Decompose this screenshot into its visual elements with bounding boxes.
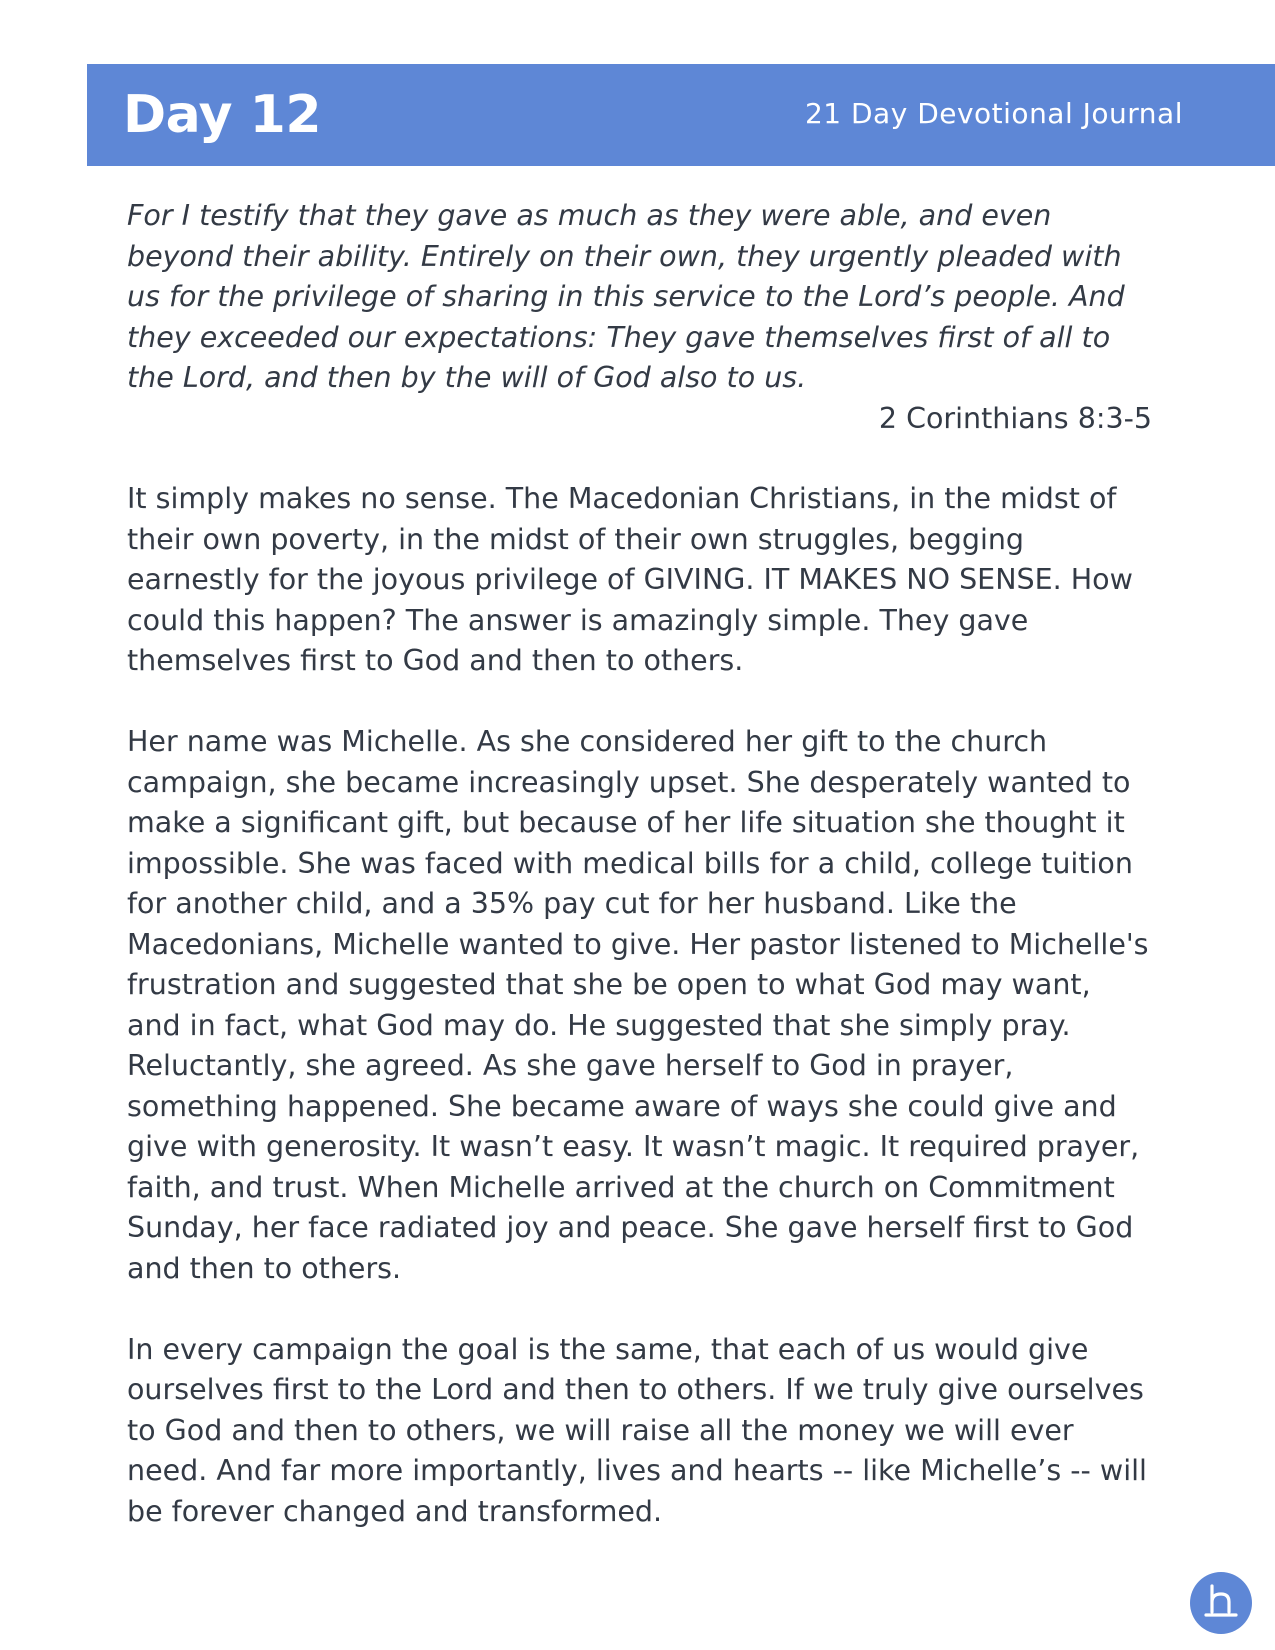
header-bar [87, 64, 1275, 166]
journal-title: 21 Day Devotional Journal [804, 97, 1183, 130]
h-logo-glyph [1198, 1580, 1244, 1626]
scripture-quote: For I testify that they gave as much as they were able, and even beyond their ability. Entirely on their own, they urgently pleaded with us for the privilege of sharing in this service to the Lord’s people. And they exceeded our expectations: They gave themselves first of all to the Lord, and then by the will of God also to us. [127, 199, 1125, 394]
paragraph-2: Her name was Michelle. As she considered her gift to the church campaign, she became increasingly upset. She desperately wanted to make a significant gift, but because of her life situation she thought it impossible. She was faced with medical bills for a child, college tuition for another child, and a 35% pay cut for her husband. Like the Macedonians, Michelle wanted to give. Her pastor listened to Michelle's frustration and suggested that she be open to what God may want, and in fact, what God may do. He suggested that she simply pray. Reluctantly, she agreed. As she gave herself to God in prayer, something happened. She became aware of ways she could give and give with generosity. It wasn’t easy. It wasn’t magic. It required prayer, faith, and trust. When Michelle arrived at the church on Commitment Sunday, her face radiated joy and peace. She gave herself first to God and then to others. [127, 725, 1149, 1285]
paragraph-3: In every campaign the goal is the same, that each of us would give ourselves first to the Lord and then to others. If we truly give ourselves to God and then to others, we will raise all the money we will ever need. And far more importantly, lives and hearts -- like Michelle’s -- will be forever changed and transformed. [127, 1332, 1147, 1528]
paragraph-1: It simply makes no sense. The Macedonian Christians, in the midst of their own poverty, in the midst of their own struggles, begging earnestly for the joyous privilege of GIVING. IT MAKES NO SENSE. How could this happen? The answer is amazingly simple. They gave themselves first to God and then to others. [127, 482, 1133, 677]
devotional-content [127, 196, 1152, 1573]
day-title: Day 12 [123, 85, 322, 145]
scripture-reference: 2 Corinthians 8:3-5 [878, 401, 1152, 435]
h-logo-icon [1190, 1572, 1252, 1634]
